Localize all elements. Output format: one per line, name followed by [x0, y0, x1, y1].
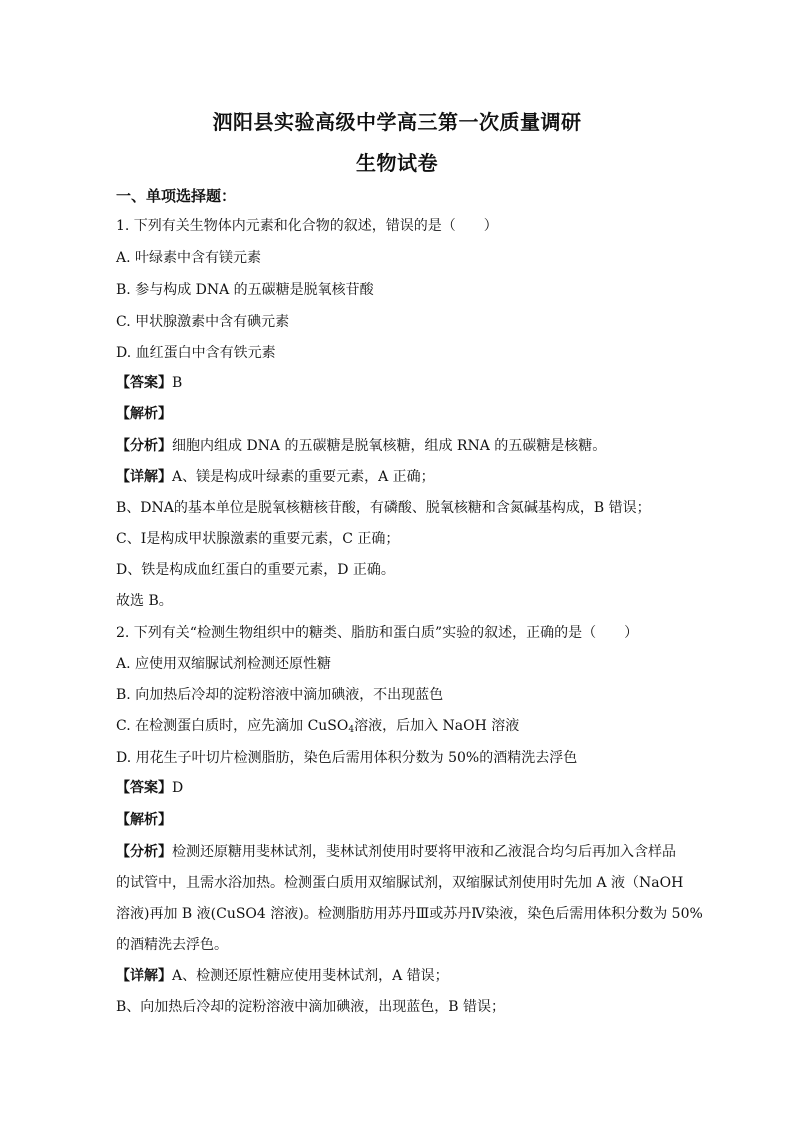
question-1-detail-b: B、DNA的基本单位是脱氧核糖核苷酸，有磷酸、脱氧核糖和含氮碱基构成，B 错误；: [116, 500, 651, 516]
question-2-detail-a: [116, 966, 449, 986]
document-subtitle: 生物试卷: [356, 151, 438, 175]
section-heading: 一、单项选择题：: [116, 187, 237, 205]
question-1-answer: [116, 373, 182, 393]
detail-text: A、镁是构成叶绿素的重要元素，A 正确；: [172, 469, 435, 485]
answer-value: B: [172, 375, 183, 391]
question-2-detail-b: B、向加热后冷却的淀粉溶液中滴加碘液，出现蓝色，B 错误；: [116, 999, 506, 1015]
question-1-option-a: A. 叶绿素中含有镁元素: [116, 250, 262, 266]
question-1-conclusion: 故选 B。: [116, 593, 173, 609]
fenxi-text: 检测还原糖用斐林试剂，斐林试剂使用时要将甲液和乙液混合均匀后再加入含样品: [172, 844, 676, 860]
answer-tag: 【答案】: [116, 375, 172, 391]
xiangjie-tag: 【详解】: [116, 469, 172, 485]
detail-text: A、检测还原性糖应使用斐林试剂，A 错误；: [172, 968, 449, 984]
question-2-answer: [116, 778, 183, 798]
question-2-fenxi-line-1: [116, 842, 676, 862]
option-c-text-rest: 溶液，后加入 NaOH 溶液: [354, 718, 520, 734]
subscript: 4: [348, 725, 355, 735]
answer-value: D: [172, 780, 184, 796]
question-2-fenxi-line-2: 的试管中，且需水浴加热。检测蛋白质用双缩脲试剂，双缩脲试剂使用时先加 A 液（NaOH: [116, 875, 684, 891]
answer-tag: 【答案】: [116, 780, 172, 796]
question-2-option-b: B. 向加热后冷却的淀粉溶液中滴加碘液，不出现蓝色: [116, 687, 444, 703]
document-title: 泗阳县实验高级中学高三第一次质量调研: [212, 110, 582, 134]
option-c-text: C. 在检测蛋白质时，应先滴加 CuSO: [116, 718, 349, 734]
question-2-analysis-tag: 【解析】: [116, 812, 172, 828]
xiangjie-tag: 【详解】: [116, 968, 172, 984]
fenxi-text: 细胞内组成 DNA 的五碳糖是脱氧核糖，组成 RNA 的五碳糖是核糖。: [172, 438, 607, 454]
question-2-fenxi-line-4: 的酒精洗去浮色。: [116, 937, 228, 953]
question-2-option-a: A. 应使用双缩脲试剂检测还原性糖: [116, 656, 332, 672]
question-1-option-b: B. 参与构成 DNA 的五碳糖是脱氧核苷酸: [116, 282, 374, 298]
question-1-detail-c: C、I是构成甲状腺激素的重要元素，C 正确；: [116, 531, 400, 547]
question-2-stem: 2. 下列有关“检测生物组织中的糖类、脂肪和蛋白质”实验的叙述，正确的是（ ）: [116, 625, 639, 641]
question-2-option-d: D. 用花生子叶切片检测脂肪，染色后需用体积分数为 50%的酒精洗去浮色: [116, 750, 578, 766]
question-1-option-d: D. 血红蛋白中含有铁元素: [116, 345, 276, 361]
question-2-option-c: [116, 716, 519, 740]
question-1-detail-a: [116, 467, 435, 487]
question-2-fenxi-line-3: 溶液)再加 B 液(CuSO4 溶液)。检测脂肪用苏丹Ⅲ或苏丹Ⅳ染液，染色后需用体积分数为 50%: [116, 906, 703, 922]
question-1-stem: 1. 下列有关生物体内元素和化合物的叙述，错误的是（ ）: [116, 218, 498, 234]
question-1-fenxi: [116, 436, 606, 456]
question-1-option-c: C. 甲状腺激素中含有碘元素: [116, 314, 290, 330]
fenxi-tag: 【分析】: [116, 844, 172, 860]
question-1-analysis-tag: 【解析】: [116, 406, 172, 422]
question-1-detail-d: D、铁是构成血红蛋白的重要元素，D 正确。: [116, 562, 395, 578]
fenxi-tag: 【分析】: [116, 438, 172, 454]
